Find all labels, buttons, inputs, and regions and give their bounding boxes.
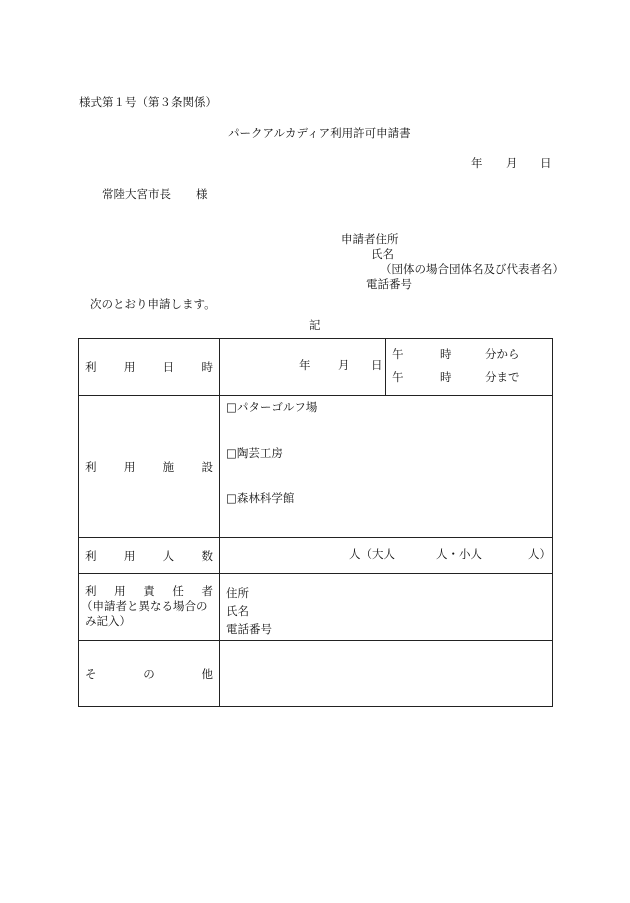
date-month: 月 — [506, 156, 518, 170]
label-char: 設 — [201, 459, 213, 474]
date-year: 年 — [471, 156, 483, 170]
label-char: 利 — [85, 459, 97, 474]
row-date-time — [79, 339, 553, 396]
page-title: パークアルカディア利用許可申請書 — [228, 126, 411, 140]
label-char: 用 — [114, 584, 126, 598]
row-other — [79, 641, 553, 707]
label-date-time — [79, 339, 220, 396]
addressee-honorific: 様 — [196, 187, 208, 201]
applicant-phone-label: 電話番号 — [366, 277, 412, 291]
addressee-name: 常陸大宮市長 — [102, 187, 171, 201]
time-from-hour: 時 — [440, 347, 452, 361]
responsible-phone: 電話番号 — [226, 622, 272, 636]
date-month: 月 — [338, 358, 350, 372]
people-persons: 人（大人 — [349, 546, 395, 561]
label-char: 用 — [123, 459, 136, 474]
form-number: 様式第１号（第３条関係） — [79, 95, 217, 109]
label-char: 他 — [201, 666, 213, 681]
label-note: （申請者と異なる場合の — [81, 599, 208, 613]
label-char: 数 — [201, 548, 213, 563]
label-char: 者 — [201, 584, 213, 598]
date-day: 日 — [371, 358, 383, 372]
label-char: 用 — [123, 548, 136, 563]
ki-heading: 記 — [309, 318, 321, 332]
time-from-ampm: 午 — [392, 347, 404, 361]
responsible-name: 氏名 — [226, 604, 249, 618]
people-cell[interactable] — [220, 538, 553, 574]
label-char: 用 — [123, 360, 136, 374]
date-cell[interactable] — [220, 339, 386, 396]
time-to-min: 分まで — [485, 370, 520, 384]
intro-text: 次のとおり申請します。 — [90, 297, 216, 311]
label-char: 利 — [85, 548, 97, 563]
label-char: 任 — [172, 584, 184, 598]
label-char: 責 — [143, 584, 155, 598]
facility-option-pottery[interactable]: □陶芸工房 — [226, 446, 283, 460]
label-char: 利 — [85, 360, 97, 374]
responsible-cell[interactable] — [220, 574, 553, 641]
row-facility — [79, 396, 553, 538]
responsible-address: 住所 — [226, 586, 249, 600]
label-char: そ — [85, 666, 97, 681]
applicant-name-label: 氏名 — [371, 247, 394, 261]
people-close: 人） — [528, 546, 551, 561]
row-responsible — [79, 574, 553, 641]
date-year: 年 — [299, 358, 311, 372]
facility-option-forest-museum[interactable]: □森林科学館 — [226, 491, 295, 505]
label-responsible — [79, 574, 220, 641]
row-people — [79, 538, 553, 574]
label-char: の — [143, 666, 155, 681]
label-char: 時 — [201, 360, 213, 374]
label-char: 利 — [85, 584, 97, 598]
time-to-ampm: 午 — [392, 370, 404, 384]
facility-cell — [220, 396, 553, 538]
label-char: 日 — [162, 360, 175, 374]
time-cell[interactable] — [386, 339, 553, 396]
label-char: 人 — [162, 548, 175, 563]
people-adult-small: 人・小人 — [436, 546, 482, 561]
label-char: 施 — [162, 459, 175, 474]
application-table — [78, 338, 553, 707]
applicant-name-note: （団体の場合団体名及び代表者名） — [380, 262, 564, 276]
label-other — [79, 641, 220, 707]
other-cell[interactable] — [220, 641, 553, 707]
label-facility — [79, 396, 220, 538]
label-people — [79, 538, 220, 574]
time-to-hour: 時 — [440, 370, 452, 384]
applicant-address-label: 申請者住所 — [341, 232, 399, 246]
date-day: 日 — [540, 156, 552, 170]
time-from-min: 分から — [485, 347, 520, 361]
label-note: み記入） — [85, 614, 131, 628]
facility-option-putter-golf[interactable]: □パターゴルフ場 — [226, 400, 318, 414]
